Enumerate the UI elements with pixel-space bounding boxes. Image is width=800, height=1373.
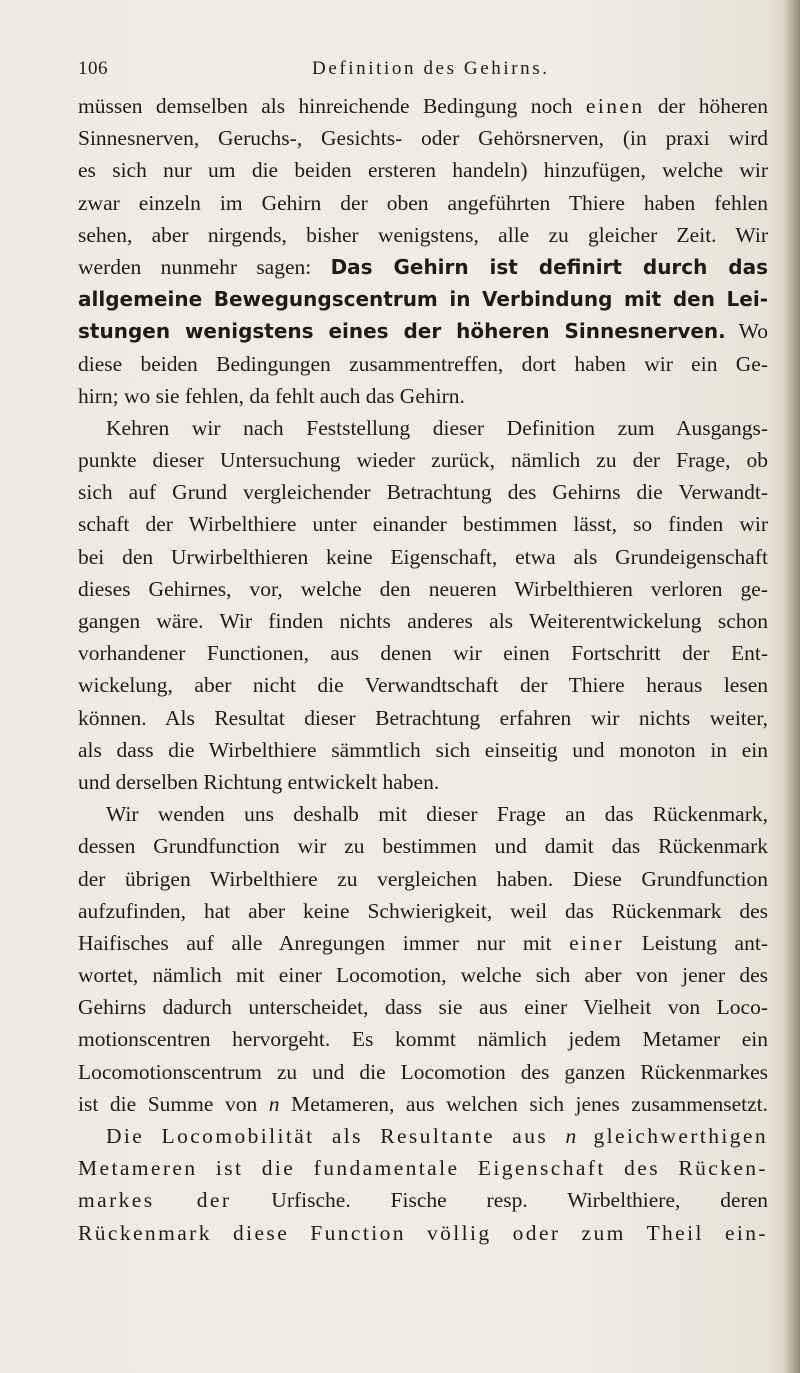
emphasis-spaced: Die Locomobilität als Resultante aus bbox=[106, 1124, 566, 1148]
text-line: markes der Urfische. Fische resp. Wirbelthiere, deren bbox=[78, 1188, 768, 1213]
text-line: Kehren wir nach Feststellung dieser Definition zum Ausgangs- bbox=[106, 415, 768, 440]
text-line: Haifisches auf alle Anregungen immer nur mit einer Leistung ant- bbox=[78, 930, 768, 955]
text-line: der übrigen Wirbelthiere zu vergleichen haben. Diese Grundfunction bbox=[78, 866, 768, 891]
text-line: sich auf Grund vergleichender Betrachtung des Gehirns die Verwandt- bbox=[78, 480, 768, 505]
text-line: ist die Summe von n Metameren, aus welchen sich jenes zusammensetzt. bbox=[78, 1091, 768, 1116]
text-line: Sinnesnerven, Geruchs-, Gesichts- oder Gehörsnerven, (in praxi wird bbox=[78, 126, 768, 151]
text-line: Locomotionscentrum zu und die Locomotion des ganzen Rückenmarkes bbox=[78, 1059, 768, 1084]
text-line: aufzufinden, hat aber keine Schwierigkeit, weil das Rückenmark des bbox=[78, 898, 768, 923]
emphasis-spaced: Metameren ist die fundamentale Eigenschaft des Rücken- bbox=[78, 1156, 768, 1181]
text-line: zwar einzeln im Gehirn der oben angeführten Thiere haben fehlen bbox=[78, 190, 768, 215]
text-line: motionscentren hervorgeht. Es kommt nämlich jedem Metamer ein bbox=[78, 1027, 768, 1052]
text-line: wortet, nämlich mit einer Locomotion, welche sich aber von jener des bbox=[78, 963, 768, 988]
text-line: wickelung, aber nicht die Verwandtschaft der Thiere heraus lesen bbox=[78, 673, 768, 698]
text-line bbox=[78, 1217, 768, 1249]
text-line: sehen, aber nirgends, bisher wenigstens, alle zu gleicher Zeit. Wir bbox=[78, 222, 768, 247]
text-line: müssen demselben als hinreichende Bedingung noch einen der höheren bbox=[78, 94, 768, 118]
text-line: es sich nur um die beiden ersteren handeln) hinzufügen, welche wir bbox=[78, 158, 768, 183]
running-head bbox=[78, 52, 768, 84]
variable-n: n bbox=[565, 1124, 577, 1148]
text-line: Gehirns dadurch unterscheidet, dass sie aus einer Vielheit von Loco- bbox=[78, 995, 768, 1020]
emphasis-spaced: einen bbox=[585, 94, 645, 118]
text-line: können. Als Resultat dieser Betrachtung erfahren wir nichts weiter, bbox=[78, 705, 768, 730]
text-line: diese beiden Bedingungen zusammentreffen, dort haben wir ein Ge- bbox=[78, 351, 768, 376]
variable-n: n bbox=[268, 1091, 280, 1116]
text-line: hirn; wo sie fehlen, da fehlt auch das Gehirn. bbox=[78, 383, 465, 408]
text-line: werden nunmehr sagen: Das Gehirn ist definirt durch das bbox=[78, 254, 769, 279]
text-line: bei den Urwirbelthieren keine Eigenschaft, etwa als Grundeigenschaft bbox=[78, 544, 768, 569]
definition-bold: stungen wenigstens eines der höheren Sinnesnerven. bbox=[78, 319, 726, 344]
emphasis-spaced: Rückenmark diese Function völlig oder zum Theil ein- bbox=[78, 1220, 768, 1245]
definition-bold: allgemeine Bewegungscentrum in Verbindung mit den Lei- bbox=[78, 287, 768, 312]
emphasis-spaced: gleichwerthigen bbox=[576, 1124, 769, 1148]
text-line: dessen Grundfunction wir zu bestimmen und damit das Rückenmark bbox=[78, 834, 768, 859]
text-line: punkte dieser Untersuchung wieder zurück, nämlich zu der Frage, ob bbox=[78, 448, 768, 473]
text-line bbox=[78, 283, 768, 315]
body-text bbox=[78, 90, 768, 1249]
text-line: dieses Gehirnes, vor, welche den neueren Wirbelthieren verloren ge- bbox=[78, 576, 768, 601]
definition-bold: Das Gehirn ist definirt durch das bbox=[330, 254, 769, 279]
text-line: schaft der Wirbelthiere unter einander bestimmen lässt, so finden wir bbox=[78, 512, 768, 537]
text-line: stungen wenigstens eines der höheren Sinnesnerven. Wo bbox=[78, 319, 769, 344]
text-line: als dass die Wirbelthiere sämmtlich sich einseitig und monoton in ein bbox=[78, 737, 768, 762]
emphasis-spaced: einer bbox=[569, 930, 625, 955]
text-line bbox=[78, 1152, 768, 1184]
text-line: Wir wenden uns deshalb mit dieser Frage an das Rückenmark, bbox=[106, 802, 768, 827]
text-line: und derselben Richtung entwickelt haben. bbox=[78, 769, 440, 794]
page-number: 106 bbox=[78, 58, 108, 79]
text-line: vorhandener Functionen, aus denen wir einen Fortschritt der Ent- bbox=[78, 641, 768, 666]
page-binding-edge bbox=[784, 0, 800, 1373]
text-line bbox=[78, 1120, 768, 1152]
emphasis-spaced: markes der bbox=[78, 1188, 232, 1213]
text-line: gangen wäre. Wir finden nichts anderes als Weiterentwickelung schon bbox=[78, 609, 768, 633]
header-title: Definition des Gehirns. bbox=[312, 58, 550, 79]
